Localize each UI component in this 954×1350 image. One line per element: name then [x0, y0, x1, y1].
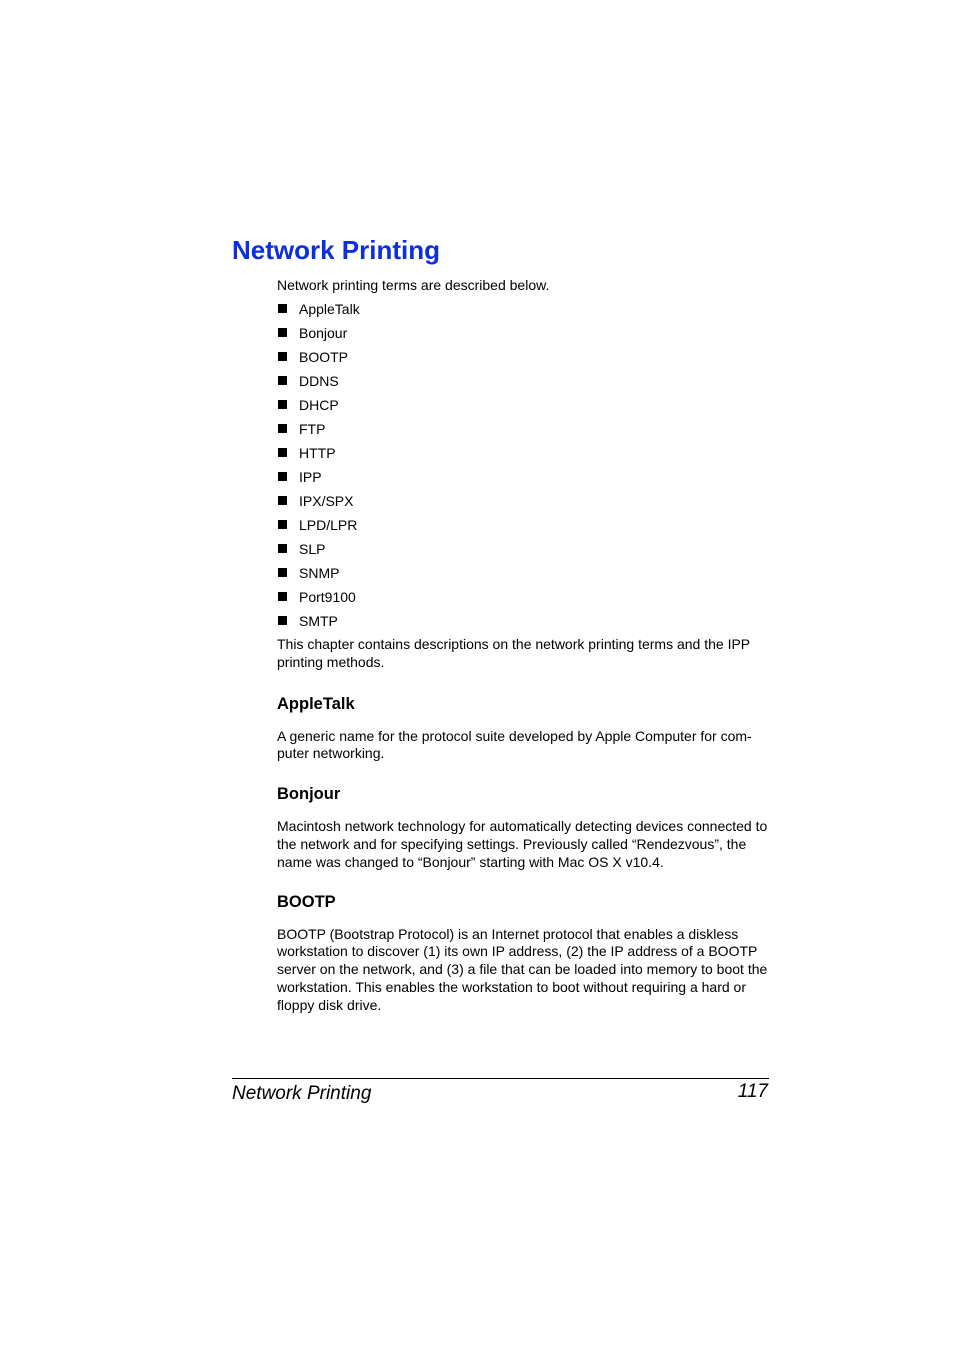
term-label: DHCP — [299, 397, 339, 413]
section-body-appletalk: A generic name for the protocol suite developed by Apple Computer for com-puter networking. — [277, 727, 752, 762]
square-bullet-icon — [278, 352, 287, 361]
term-label: SNMP — [299, 565, 340, 581]
section-heading-appletalk: AppleTalk — [277, 694, 355, 713]
section-body-bonjour: Macintosh network technology for automatically detecting devices connected to the network and for specifying settings. Previously called “Rendezvous”, the name was changed to “Bonjour” starting with Mac OS X v10.4. — [277, 818, 768, 870]
square-bullet-icon — [278, 328, 287, 337]
square-bullet-icon — [278, 520, 287, 529]
list-item — [277, 564, 769, 588]
list-item — [277, 492, 769, 516]
page-number: 117 — [737, 1081, 768, 1102]
term-label: SMTP — [299, 613, 338, 629]
square-bullet-icon — [278, 496, 287, 505]
closing-text: This chapter contains descriptions on the network printing terms and the IPP printing methods. — [277, 636, 750, 670]
square-bullet-icon — [278, 544, 287, 553]
square-bullet-icon — [278, 616, 287, 625]
list-item — [277, 612, 769, 636]
term-label: AppleTalk — [299, 301, 360, 317]
list-item — [277, 468, 769, 492]
term-label: IPP — [299, 469, 322, 485]
square-bullet-icon — [278, 424, 287, 433]
list-item — [277, 300, 769, 324]
list-item — [277, 372, 769, 396]
footer-title: Network Printing — [232, 1083, 372, 1104]
square-bullet-icon — [278, 304, 287, 313]
section-heading-bootp: BOOTP — [277, 892, 336, 911]
term-label: FTP — [299, 421, 326, 437]
list-item — [277, 324, 769, 348]
term-label: DDNS — [299, 373, 339, 389]
page-title: Network Printing — [232, 235, 441, 265]
term-label: IPX/SPX — [299, 493, 354, 509]
term-label: BOOTP — [299, 349, 349, 365]
term-label: Bonjour — [299, 325, 348, 341]
square-bullet-icon — [278, 400, 287, 409]
footer-divider — [232, 1078, 769, 1079]
list-item — [277, 540, 769, 564]
term-label: LPD/LPR — [299, 517, 358, 533]
intro-text: Network printing terms are described below. — [277, 277, 550, 293]
page-content — [277, 276, 769, 1015]
term-label: HTTP — [299, 445, 336, 461]
term-label: SLP — [299, 541, 326, 557]
list-item — [277, 588, 769, 612]
square-bullet-icon — [278, 592, 287, 601]
term-label: Port9100 — [299, 589, 356, 605]
square-bullet-icon — [278, 376, 287, 385]
list-item — [277, 516, 769, 540]
list-item — [277, 444, 769, 468]
term-list — [277, 300, 769, 636]
list-item — [277, 396, 769, 420]
section-body-bootp: BOOTP (Bootstrap Protocol) is an Internet protocol that enables a diskless workstation to discover (1) its own IP address, (2) the IP address of a BOOTP server on the network, and (3) a file that can be loaded into memory to boot the workstation. This enables the workstation to boot without requiring a hard or floppy disk drive. — [277, 925, 768, 1013]
square-bullet-icon — [278, 568, 287, 577]
list-item — [277, 420, 769, 444]
list-item — [277, 348, 769, 372]
square-bullet-icon — [278, 472, 287, 481]
square-bullet-icon — [278, 448, 287, 457]
section-heading-bonjour: Bonjour — [277, 785, 341, 804]
